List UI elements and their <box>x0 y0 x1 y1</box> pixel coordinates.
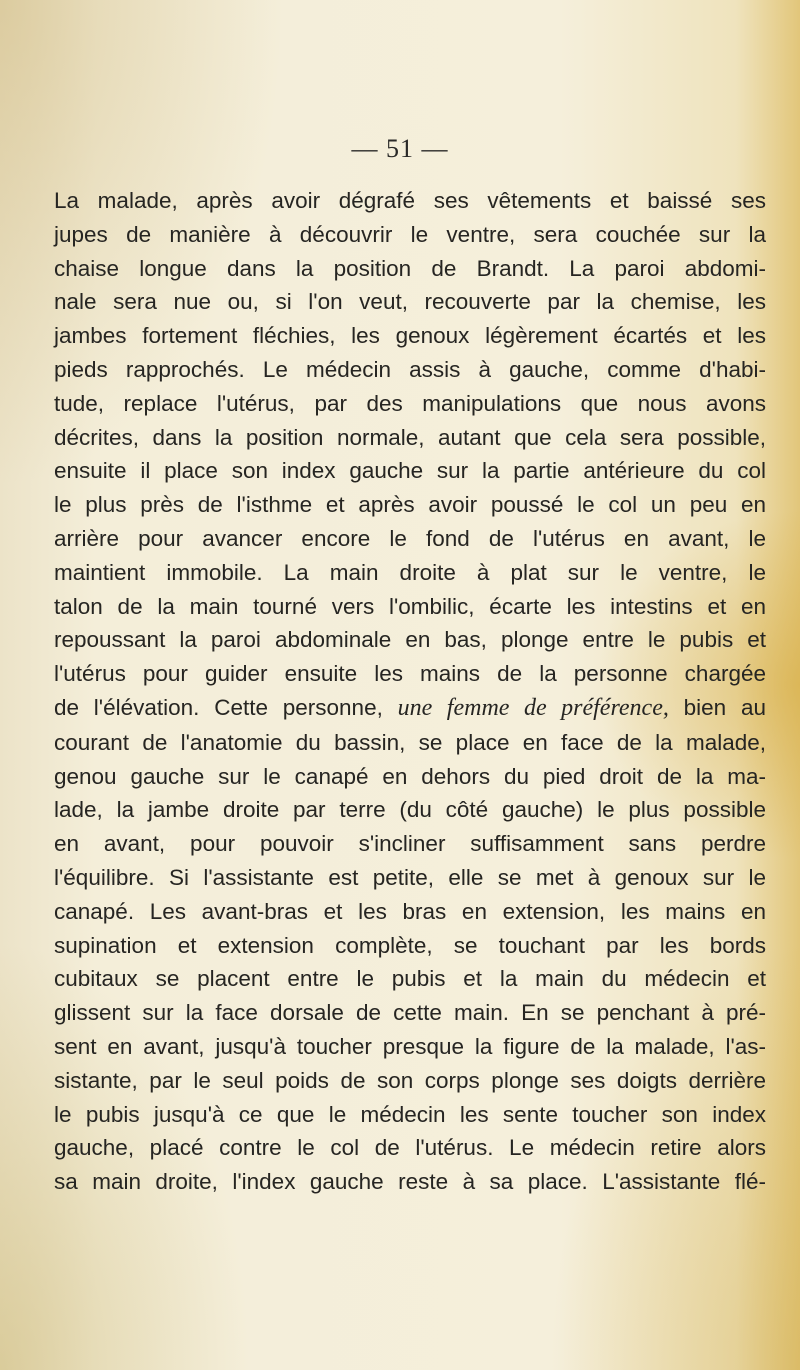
text-line: arrière pour avancer encore le fond de l'utérus en avant, le <box>54 525 766 551</box>
text-line: sa main droite, l'index gauche reste à sa place. L'assistante flé- <box>54 1169 766 1195</box>
text-line: tude, replace l'utérus, par des manipulations que nous avons <box>54 390 766 416</box>
text-line: le plus près de l'isthme et après avoir poussé le col un peu en <box>54 492 766 518</box>
text-line: chaise longue dans la position de Brandt. La paroi abdomi- <box>54 255 766 281</box>
text-line: talon de la main tourné vers l'ombilic, écarte les intestins et en <box>54 593 766 619</box>
text-line: genou gauche sur le canapé en dehors du pied droit de la ma- <box>54 763 766 789</box>
text-line: sistante, par le seul poids de son corps plonge ses doigts derrière <box>54 1067 766 1093</box>
text-line-with-emphasis <box>54 691 766 726</box>
text-line: ensuite il place son index gauche sur la partie antérieure du col <box>54 458 766 484</box>
text-line: jambes fortement fléchies, les genoux légèrement écartés et les <box>54 323 766 349</box>
text-line: l'utérus pour guider ensuite les mains de la personne chargée <box>54 661 766 687</box>
text-line: pieds rapprochés. Le médecin assis à gauche, comme d'habi- <box>54 356 766 382</box>
text-line: décrites, dans la position normale, autant que cela sera possible, <box>54 424 766 450</box>
text-line: canapé. Les avant-bras et les bras en extension, les mains en <box>54 898 766 924</box>
text-line: jupes de manière à découvrir le ventre, sera couchée sur la <box>54 221 766 247</box>
text-line: gauche, placé contre le col de l'utérus. Le médecin retire alors <box>54 1135 766 1161</box>
text-line: maintient immobile. La main droite à plat sur le ventre, le <box>54 559 766 585</box>
text-line: sent en avant, jusqu'à toucher presque la figure de la malade, l'as- <box>54 1033 766 1059</box>
text-line: supination et extension complète, se touchant par les bords <box>54 932 766 958</box>
text-line: l'équilibre. Si l'assistante est petite, elle se met à genoux sur le <box>54 864 766 890</box>
text-line: en avant, pour pouvoir s'incliner suffisamment sans perdre <box>54 831 766 857</box>
text-line: cubitaux se placent entre le pubis et la main du médecin et <box>54 966 766 992</box>
text-line: lade, la jambe droite par terre (du côté gauche) le plus possible <box>54 797 766 823</box>
text-line: courant de l'anatomie du bassin, se place en face de la malade, <box>54 729 766 755</box>
text-segment: bien au <box>668 694 766 720</box>
body-paragraph <box>54 184 766 1199</box>
text-line: nale sera nue ou, si l'on veut, recouverte par la chemise, les <box>54 289 766 315</box>
text-line: La malade, après avoir dégrafé ses vêtements et baissé ses <box>54 188 766 213</box>
text-line: glissent sur la face dorsale de cette main. En se penchant à pré- <box>54 1000 766 1026</box>
text-segment: de l'élévation. Cette personne, <box>54 694 398 720</box>
page-number: — 51 — <box>351 134 449 163</box>
text-line: le pubis jusqu'à ce que le médecin les sente toucher son index <box>54 1101 766 1127</box>
text-line: repoussant la paroi abdominale en bas, plonge entre le pubis et <box>54 627 766 653</box>
emphasized-text: une femme de préférence, <box>397 694 669 721</box>
